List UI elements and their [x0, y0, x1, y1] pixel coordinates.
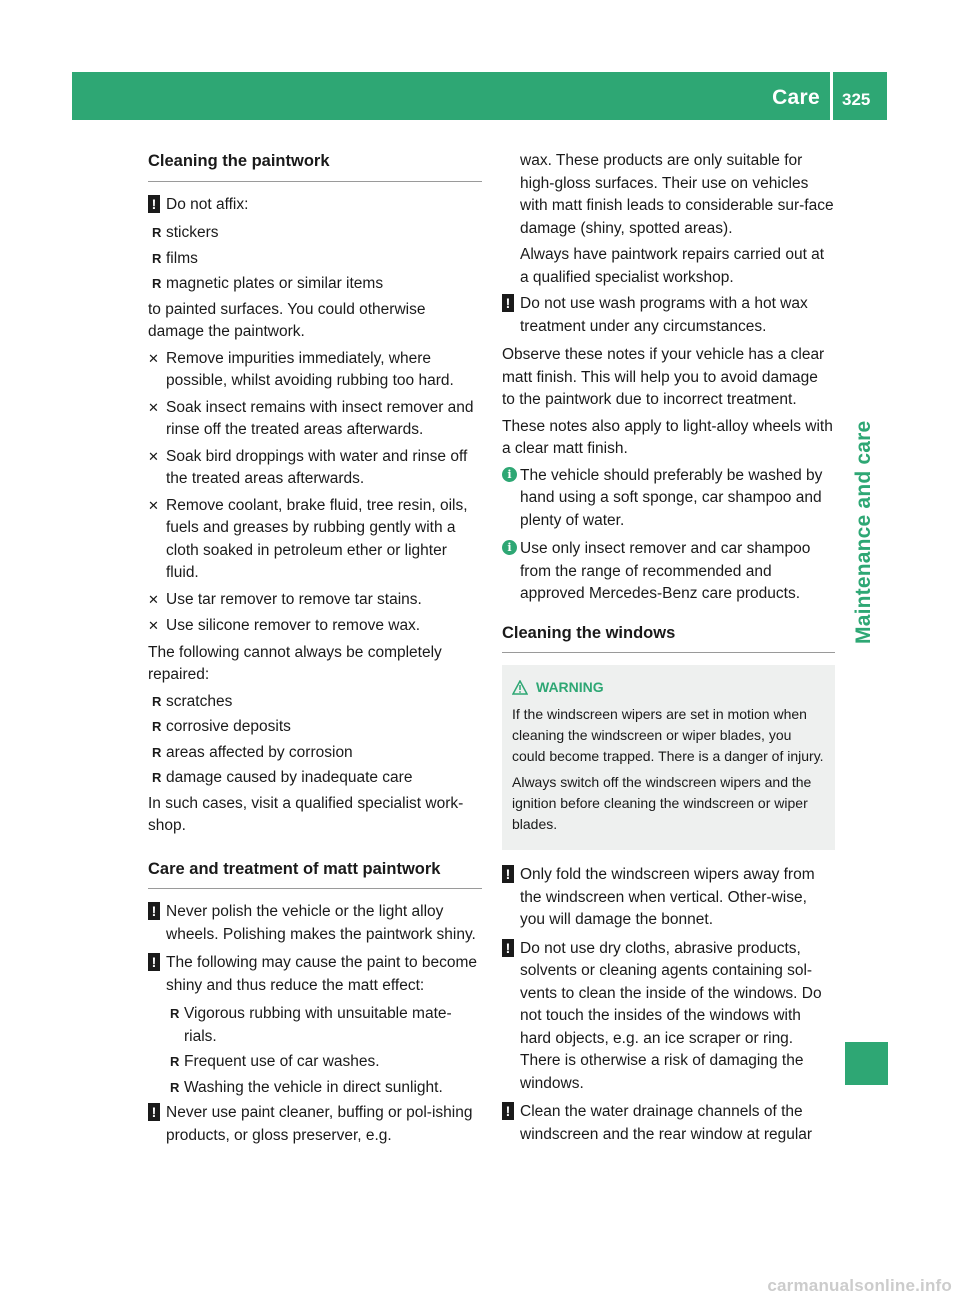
- warning-text: Always switch off the windscreen wipers and the ignition before cleaning the windscreen or wiper blades.: [512, 774, 812, 832]
- notice-text: Do not use wash programs with a hot wax treatment under any circumstances.: [520, 295, 808, 335]
- exclamation-icon: !: [502, 294, 514, 312]
- step-arrow-icon: ✕: [148, 497, 159, 513]
- warning-box: [502, 665, 835, 850]
- info-text: The vehicle should preferably be washed by hand using a soft sponge, car shampoo and plenty of water.: [520, 466, 823, 529]
- notice-text: Never polish the vehicle or the light alloy wheels. Polishing makes the paintwork shiny.: [166, 903, 476, 943]
- list-item: [148, 691, 482, 714]
- step-item: [148, 348, 482, 393]
- exclamation-icon: !: [502, 939, 514, 957]
- bullet-icon: R: [152, 719, 162, 734]
- list-item-text: Washing the vehicle in direct sunlight.: [184, 1078, 443, 1096]
- bullet-icon: R: [152, 693, 162, 709]
- list-item: [166, 1051, 482, 1074]
- list-item-text: Frequent use of car washes.: [184, 1053, 380, 1070]
- header-separator: [830, 72, 833, 120]
- step-arrow-icon: ✕: [148, 591, 159, 607]
- step-arrow-icon: ✕: [148, 448, 159, 464]
- side-tab-marker: [845, 1042, 888, 1085]
- step-item: [148, 397, 482, 442]
- step-arrow-icon: ✕: [148, 399, 159, 415]
- side-tab: [846, 420, 886, 680]
- left-column: [148, 150, 482, 1153]
- list-item-text: damage caused by inadequate care: [166, 769, 413, 786]
- bullet-icon: R: [152, 744, 162, 760]
- list-item: [148, 742, 482, 765]
- notice-block: [502, 293, 835, 338]
- list-item: [148, 222, 482, 245]
- step-item: [148, 446, 482, 491]
- list-item-text: scratches: [166, 692, 233, 710]
- notice-tail: to painted surfaces. You could otherwise damage the paintwork.: [148, 300, 426, 340]
- step-item: [148, 495, 482, 585]
- paragraph: Observe these notes if your vehicle has a clear matt finish. This will help you to avoid damage to the paintwork due to incorrect treatment.: [502, 346, 825, 408]
- watermark: carmanualsonline.info: [767, 1276, 952, 1295]
- notice-text: Do not use dry cloths, abrasive products, solvents or cleaning agents containing sol-vents to clean the inside of the windows. Do not touch the insides of the windows with hard objects, e.g. an ice scraper or ring. There is otherwise a risk of damaging the windows.: [520, 939, 822, 1092]
- list-item-text: areas affected by corrosion: [166, 743, 353, 761]
- warning-header: [512, 677, 825, 698]
- list-item: [166, 1077, 482, 1100]
- list-item: [166, 1003, 482, 1048]
- notice-text: Never use paint cleaner, buffing or pol-ishing products, or gloss preserver, e.g.: [166, 1104, 473, 1144]
- info-block: [502, 465, 835, 533]
- notice-continuation: Always have paintwork repairs carried out at a qualified specialist workshop.: [520, 246, 825, 286]
- notice-block: [502, 938, 835, 1096]
- notice-continuation: wax. These products are only suitable for high-gloss surfaces. Their use on vehicles with matt finish leads to considerable sur-face damage (shiny, spotted areas).: [520, 152, 834, 237]
- notice-list: [148, 1003, 482, 1099]
- right-column: [502, 150, 835, 1152]
- step-text: Remove coolant, brake fluid, tree resin, oils, fuels and greases by rubbing gently with a cloth soaked in petroleum ether or lighter fluid.: [166, 496, 468, 581]
- list-item: [148, 273, 482, 296]
- heading-cleaning-windows: Cleaning the windows: [502, 622, 835, 654]
- exclamation-icon: !: [502, 1102, 514, 1120]
- bullet-icon: R: [170, 1054, 180, 1069]
- step-text: Remove impurities immediately, where possible, whilst avoiding rubbing too hard.: [166, 349, 454, 389]
- notice-text: The following may cause the paint to become shiny and thus reduce the matt effect:: [166, 954, 478, 994]
- heading-cleaning-paintwork: Cleaning the paintwork: [148, 150, 482, 182]
- notice-text: Do not affix:: [166, 195, 249, 213]
- list-item-text: corrosive deposits: [166, 718, 291, 735]
- list-item: [148, 248, 482, 271]
- list-item: [148, 767, 482, 790]
- step-text: Use silicone remover to remove wax.: [166, 617, 421, 634]
- exclamation-icon: !: [148, 902, 160, 920]
- exclamation-icon: !: [502, 865, 514, 883]
- bullet-icon: R: [152, 276, 162, 291]
- paragraph: In such cases, visit a qualified specialist work-shop.: [148, 794, 464, 834]
- info-icon: i: [502, 467, 517, 482]
- bullet-icon: R: [152, 250, 162, 266]
- step-text: Use tar remover to remove tar stains.: [166, 590, 422, 608]
- notice-block: [148, 194, 482, 217]
- list-item-text: films: [166, 249, 198, 267]
- step-text: Soak bird droppings with water and rinse off the treated areas afterwards.: [166, 447, 468, 487]
- bullet-icon: R: [152, 225, 162, 240]
- list-item: [148, 716, 482, 739]
- warning-text: If the windscreen wipers are set in motion when cleaning the windscreen or wiper blades, you could become trapped. There is a danger of injury.: [512, 706, 824, 764]
- warning-title: WARNING: [536, 679, 604, 695]
- info-icon: i: [502, 540, 517, 555]
- exclamation-icon: !: [148, 195, 160, 213]
- notice-block: [148, 901, 482, 946]
- bullet-icon: R: [152, 770, 162, 785]
- list-item-text: magnetic plates or similar items: [166, 275, 384, 292]
- info-text: Use only insect remover and car shampoo from the range of recommended and approved Mercedes-Benz care products.: [520, 540, 811, 602]
- exclamation-icon: !: [148, 1103, 160, 1121]
- step-item: [148, 615, 482, 638]
- notice-text: Only fold the windscreen wipers away from the windscreen when vertical. Other-wise, you will damage the bonnet.: [520, 866, 815, 928]
- step-arrow-icon: ✕: [148, 350, 159, 366]
- side-tab-label: Maintenance and care: [852, 420, 875, 644]
- bullet-icon: R: [170, 1006, 180, 1021]
- section-title: Care: [772, 86, 820, 109]
- notice-block: [148, 952, 482, 997]
- notice-block: [502, 1101, 835, 1146]
- notice-block: [148, 1102, 482, 1147]
- step-text: Soak insect remains with insect remover and rinse off the treated areas afterwards.: [166, 398, 474, 438]
- heading-matt-paintwork: Care and treatment of matt paintwork: [148, 858, 482, 890]
- paragraph: These notes also apply to light-alloy wheels with a clear matt finish.: [502, 417, 833, 457]
- step-arrow-icon: ✕: [148, 618, 159, 633]
- exclamation-icon: !: [148, 953, 160, 971]
- warning-triangle-icon: [512, 680, 528, 695]
- notice-text: Clean the water drainage channels of the windscreen and the rear window at regular: [520, 1103, 813, 1143]
- list-item-text: Vigorous rubbing with unsuitable mate-rials.: [184, 1005, 452, 1045]
- step-item: [148, 589, 482, 612]
- list-item-text: stickers: [166, 224, 219, 241]
- header-bar: [72, 72, 887, 120]
- paragraph: The following cannot always be completely repaired:: [148, 643, 442, 683]
- notice-block: [502, 864, 835, 932]
- page-number: 325: [842, 90, 871, 109]
- bullet-icon: R: [170, 1079, 180, 1095]
- info-block: [502, 538, 835, 606]
